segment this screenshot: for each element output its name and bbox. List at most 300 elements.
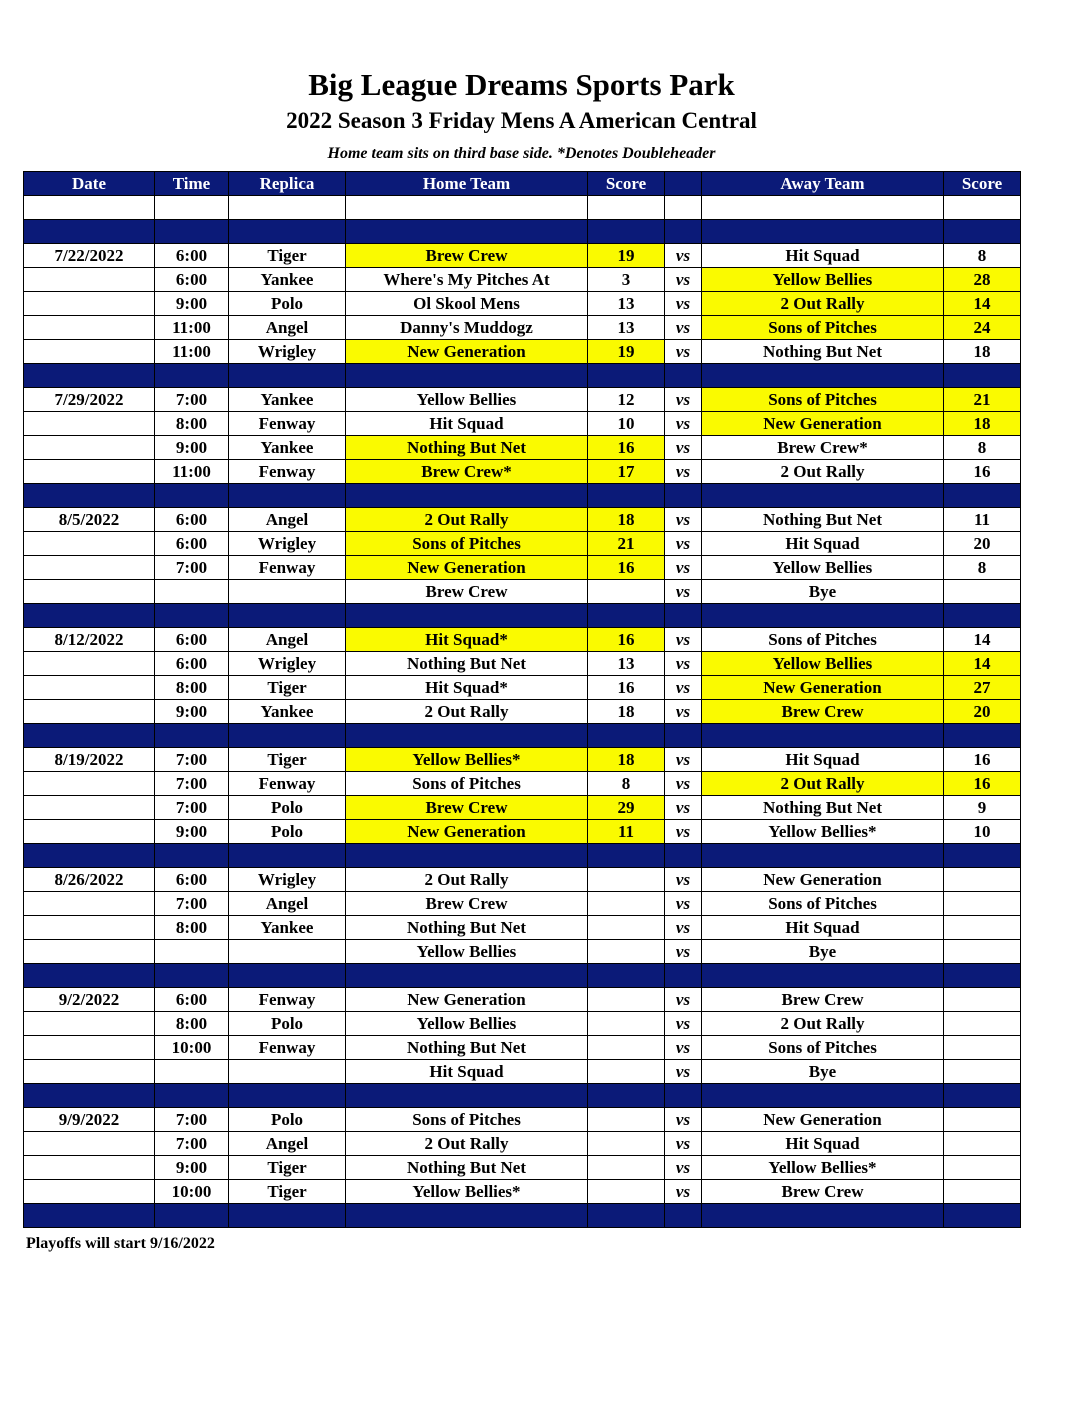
table-row	[24, 988, 1021, 1012]
away-team-cell: Yellow Bellies	[702, 652, 944, 676]
vs-cell: vs	[665, 820, 702, 844]
vs-cell: vs	[665, 1036, 702, 1060]
time-cell: 9:00	[155, 1156, 229, 1180]
col-header-home-team: Home Team	[346, 172, 588, 196]
home-team-cell: Hit Squad	[346, 1060, 588, 1084]
home-team-cell: Where's My Pitches At	[346, 268, 588, 292]
away-score-cell: 24	[944, 316, 1021, 340]
away-score-cell: 27	[944, 676, 1021, 700]
home-team-cell: Brew Crew*	[346, 460, 588, 484]
home-score-cell: 13	[588, 652, 665, 676]
table-row	[24, 1108, 1021, 1132]
replica-cell: Yankee	[229, 700, 346, 724]
home-team-cell: Sons of Pitches	[346, 1108, 588, 1132]
away-score-cell: 9	[944, 796, 1021, 820]
date-cell	[24, 556, 155, 580]
time-cell: 7:00	[155, 388, 229, 412]
time-cell: 6:00	[155, 244, 229, 268]
date-cell	[24, 652, 155, 676]
away-score-cell	[944, 1012, 1021, 1036]
vs-cell: vs	[665, 556, 702, 580]
replica-cell: Fenway	[229, 988, 346, 1012]
away-team-cell: 2 Out Rally	[702, 292, 944, 316]
home-score-cell: 18	[588, 700, 665, 724]
time-cell: 6:00	[155, 532, 229, 556]
date-cell: 7/29/2022	[24, 388, 155, 412]
col-header-home-score: Score	[588, 172, 665, 196]
replica-cell: Tiger	[229, 676, 346, 700]
away-score-cell: 8	[944, 436, 1021, 460]
date-cell: 8/19/2022	[24, 748, 155, 772]
vs-cell: vs	[665, 988, 702, 1012]
away-team-cell: Yellow Bellies*	[702, 1156, 944, 1180]
replica-cell: Wrigley	[229, 652, 346, 676]
home-team-cell: Yellow Bellies	[346, 388, 588, 412]
home-score-cell: 10	[588, 412, 665, 436]
date-cell	[24, 316, 155, 340]
vs-cell: vs	[665, 772, 702, 796]
away-score-cell	[944, 580, 1021, 604]
col-header-time: Time	[155, 172, 229, 196]
date-cell	[24, 460, 155, 484]
away-team-cell: Bye	[702, 580, 944, 604]
away-team-cell: Hit Squad	[702, 532, 944, 556]
home-team-cell: Ol Skool Mens	[346, 292, 588, 316]
away-team-cell: 2 Out Rally	[702, 772, 944, 796]
separator-row	[24, 484, 1021, 508]
page-title: Big League Dreams Sports Park	[308, 67, 735, 102]
vs-cell: vs	[665, 436, 702, 460]
date-cell	[24, 1036, 155, 1060]
away-team-cell: New Generation	[702, 412, 944, 436]
away-team-cell: Hit Squad	[702, 1132, 944, 1156]
replica-cell	[229, 1060, 346, 1084]
replica-cell: Angel	[229, 1132, 346, 1156]
time-cell: 8:00	[155, 676, 229, 700]
col-header-away-team: Away Team	[702, 172, 944, 196]
table-row	[24, 868, 1021, 892]
table-row	[24, 748, 1021, 772]
date-cell	[24, 820, 155, 844]
table-row	[24, 772, 1021, 796]
vs-cell: vs	[665, 1108, 702, 1132]
table-row	[24, 1180, 1021, 1204]
away-team-cell: Sons of Pitches	[702, 388, 944, 412]
table-row	[24, 268, 1021, 292]
table-row	[24, 1036, 1021, 1060]
time-cell: 10:00	[155, 1180, 229, 1204]
away-team-cell: Sons of Pitches	[702, 892, 944, 916]
home-team-cell: New Generation	[346, 820, 588, 844]
away-score-cell: 16	[944, 748, 1021, 772]
vs-cell: vs	[665, 652, 702, 676]
away-team-cell: Bye	[702, 1060, 944, 1084]
home-score-cell: 19	[588, 244, 665, 268]
away-score-cell	[944, 1036, 1021, 1060]
blank-row	[24, 196, 1021, 220]
away-team-cell: 2 Out Rally	[702, 460, 944, 484]
replica-cell: Polo	[229, 292, 346, 316]
home-team-cell: Nothing But Net	[346, 436, 588, 460]
separator-row	[24, 844, 1021, 868]
away-team-cell: New Generation	[702, 676, 944, 700]
time-cell: 7:00	[155, 796, 229, 820]
replica-cell: Polo	[229, 796, 346, 820]
home-score-cell	[588, 1108, 665, 1132]
replica-cell: Angel	[229, 508, 346, 532]
home-score-cell	[588, 1012, 665, 1036]
replica-cell: Angel	[229, 316, 346, 340]
table-row	[24, 292, 1021, 316]
replica-cell: Fenway	[229, 412, 346, 436]
time-cell: 8:00	[155, 916, 229, 940]
away-score-cell: 18	[944, 412, 1021, 436]
vs-cell: vs	[665, 1060, 702, 1084]
vs-cell: vs	[665, 316, 702, 340]
col-header-replica: Replica	[229, 172, 346, 196]
home-score-cell: 3	[588, 268, 665, 292]
time-cell: 9:00	[155, 436, 229, 460]
table-row	[24, 820, 1021, 844]
replica-cell: Wrigley	[229, 868, 346, 892]
vs-cell: vs	[665, 532, 702, 556]
replica-cell	[229, 940, 346, 964]
replica-cell: Polo	[229, 1012, 346, 1036]
schedule-note: Home team sits on third base side. *Denotes Doubleheader	[327, 145, 716, 162]
home-team-cell: Nothing But Net	[346, 1036, 588, 1060]
time-cell: 9:00	[155, 292, 229, 316]
playoffs-note: Playoffs will start 9/16/2022	[26, 1235, 215, 1252]
date-cell: 8/5/2022	[24, 508, 155, 532]
table-row	[24, 676, 1021, 700]
replica-cell: Yankee	[229, 268, 346, 292]
replica-cell: Tiger	[229, 748, 346, 772]
table-header-row	[24, 172, 1021, 196]
vs-cell: vs	[665, 700, 702, 724]
home-team-cell: Hit Squad*	[346, 676, 588, 700]
time-cell: 8:00	[155, 1012, 229, 1036]
separator-row	[24, 964, 1021, 988]
away-score-cell: 10	[944, 820, 1021, 844]
vs-cell: vs	[665, 796, 702, 820]
home-score-cell: 18	[588, 508, 665, 532]
home-score-cell: 12	[588, 388, 665, 412]
away-team-cell: Yellow Bellies	[702, 268, 944, 292]
date-cell	[24, 532, 155, 556]
replica-cell: Angel	[229, 628, 346, 652]
vs-cell: vs	[665, 892, 702, 916]
replica-cell: Wrigley	[229, 340, 346, 364]
vs-cell: vs	[665, 460, 702, 484]
vs-cell: vs	[665, 676, 702, 700]
date-cell	[24, 916, 155, 940]
date-cell	[24, 436, 155, 460]
table-row	[24, 700, 1021, 724]
table-row	[24, 532, 1021, 556]
time-cell: 6:00	[155, 268, 229, 292]
col-header-date: Date	[24, 172, 155, 196]
table-row	[24, 940, 1021, 964]
away-score-cell: 18	[944, 340, 1021, 364]
date-cell	[24, 772, 155, 796]
home-score-cell	[588, 1132, 665, 1156]
schedule-body	[24, 196, 1021, 1228]
home-team-cell: Nothing But Net	[346, 916, 588, 940]
away-score-cell: 20	[944, 532, 1021, 556]
home-score-cell	[588, 916, 665, 940]
table-row	[24, 436, 1021, 460]
home-team-cell: New Generation	[346, 988, 588, 1012]
date-cell: 8/26/2022	[24, 868, 155, 892]
home-team-cell: Nothing But Net	[346, 652, 588, 676]
time-cell: 7:00	[155, 748, 229, 772]
home-team-cell: Yellow Bellies*	[346, 1180, 588, 1204]
table-row	[24, 796, 1021, 820]
replica-cell: Yankee	[229, 436, 346, 460]
vs-cell: vs	[665, 508, 702, 532]
time-cell: 7:00	[155, 1132, 229, 1156]
home-team-cell: 2 Out Rally	[346, 1132, 588, 1156]
home-team-cell: Brew Crew	[346, 244, 588, 268]
vs-cell: vs	[665, 940, 702, 964]
away-score-cell: 21	[944, 388, 1021, 412]
away-score-cell	[944, 1156, 1021, 1180]
vs-cell: vs	[665, 388, 702, 412]
away-score-cell	[944, 988, 1021, 1012]
vs-cell: vs	[665, 1156, 702, 1180]
away-score-cell: 14	[944, 652, 1021, 676]
home-score-cell: 16	[588, 556, 665, 580]
time-cell: 9:00	[155, 700, 229, 724]
away-team-cell: Brew Crew	[702, 1180, 944, 1204]
time-cell: 11:00	[155, 316, 229, 340]
vs-cell: vs	[665, 268, 702, 292]
replica-cell: Polo	[229, 1108, 346, 1132]
home-score-cell	[588, 940, 665, 964]
away-score-cell	[944, 916, 1021, 940]
away-team-cell: Sons of Pitches	[702, 316, 944, 340]
away-score-cell	[944, 1060, 1021, 1084]
home-score-cell	[588, 868, 665, 892]
time-cell: 10:00	[155, 1036, 229, 1060]
away-score-cell	[944, 1108, 1021, 1132]
table-row	[24, 460, 1021, 484]
away-score-cell: 11	[944, 508, 1021, 532]
home-score-cell	[588, 988, 665, 1012]
away-score-cell: 20	[944, 700, 1021, 724]
away-team-cell: New Generation	[702, 1108, 944, 1132]
away-team-cell: Nothing But Net	[702, 796, 944, 820]
replica-cell: Tiger	[229, 244, 346, 268]
home-score-cell: 13	[588, 316, 665, 340]
replica-cell: Fenway	[229, 772, 346, 796]
away-score-cell	[944, 1132, 1021, 1156]
date-cell	[24, 1012, 155, 1036]
home-team-cell: Yellow Bellies*	[346, 748, 588, 772]
time-cell: 11:00	[155, 460, 229, 484]
home-score-cell: 13	[588, 292, 665, 316]
col-header-away-score: Score	[944, 172, 1021, 196]
table-row	[24, 316, 1021, 340]
date-cell	[24, 1156, 155, 1180]
home-score-cell	[588, 892, 665, 916]
home-score-cell: 8	[588, 772, 665, 796]
time-cell: 9:00	[155, 820, 229, 844]
replica-cell: Polo	[229, 820, 346, 844]
vs-cell: vs	[665, 748, 702, 772]
time-cell: 7:00	[155, 1108, 229, 1132]
away-team-cell: New Generation	[702, 868, 944, 892]
replica-cell: Fenway	[229, 1036, 346, 1060]
home-team-cell: Hit Squad*	[346, 628, 588, 652]
time-cell: 6:00	[155, 508, 229, 532]
table-row	[24, 1060, 1021, 1084]
time-cell: 7:00	[155, 892, 229, 916]
separator-row	[24, 604, 1021, 628]
home-score-cell: 17	[588, 460, 665, 484]
date-cell	[24, 340, 155, 364]
home-team-cell: Yellow Bellies	[346, 940, 588, 964]
away-team-cell: Brew Crew	[702, 988, 944, 1012]
col-header-vs	[665, 172, 702, 196]
replica-cell: Fenway	[229, 460, 346, 484]
vs-cell: vs	[665, 412, 702, 436]
away-score-cell: 8	[944, 244, 1021, 268]
away-team-cell: Brew Crew*	[702, 436, 944, 460]
away-score-cell: 8	[944, 556, 1021, 580]
away-team-cell: Sons of Pitches	[702, 628, 944, 652]
date-cell	[24, 412, 155, 436]
away-score-cell	[944, 1180, 1021, 1204]
table-row	[24, 580, 1021, 604]
home-score-cell	[588, 1060, 665, 1084]
away-team-cell: Yellow Bellies*	[702, 820, 944, 844]
replica-cell	[229, 580, 346, 604]
time-cell: 6:00	[155, 868, 229, 892]
away-score-cell	[944, 892, 1021, 916]
vs-cell: vs	[665, 916, 702, 940]
time-cell: 6:00	[155, 628, 229, 652]
home-score-cell: 16	[588, 436, 665, 460]
table-row	[24, 892, 1021, 916]
replica-cell: Tiger	[229, 1180, 346, 1204]
away-team-cell: Nothing But Net	[702, 508, 944, 532]
home-team-cell: 2 Out Rally	[346, 700, 588, 724]
time-cell: 11:00	[155, 340, 229, 364]
away-score-cell: 14	[944, 628, 1021, 652]
home-team-cell: Brew Crew	[346, 796, 588, 820]
table-row	[24, 1012, 1021, 1036]
date-cell	[24, 1060, 155, 1084]
table-row	[24, 916, 1021, 940]
table-row	[24, 556, 1021, 580]
date-cell	[24, 268, 155, 292]
home-team-cell: Nothing But Net	[346, 1156, 588, 1180]
date-cell: 8/12/2022	[24, 628, 155, 652]
vs-cell: vs	[665, 1012, 702, 1036]
away-team-cell: Brew Crew	[702, 700, 944, 724]
table-row	[24, 628, 1021, 652]
replica-cell: Yankee	[229, 916, 346, 940]
home-score-cell: 16	[588, 676, 665, 700]
away-team-cell: Bye	[702, 940, 944, 964]
home-team-cell: New Generation	[346, 556, 588, 580]
separator-row	[24, 1084, 1021, 1108]
away-team-cell: Yellow Bellies	[702, 556, 944, 580]
vs-cell: vs	[665, 292, 702, 316]
home-team-cell: Sons of Pitches	[346, 772, 588, 796]
away-team-cell: Hit Squad	[702, 916, 944, 940]
date-cell	[24, 1180, 155, 1204]
away-team-cell: 2 Out Rally	[702, 1012, 944, 1036]
date-cell	[24, 940, 155, 964]
replica-cell: Fenway	[229, 556, 346, 580]
away-score-cell	[944, 940, 1021, 964]
time-cell	[155, 580, 229, 604]
date-cell: 7/22/2022	[24, 244, 155, 268]
home-score-cell	[588, 1036, 665, 1060]
date-cell	[24, 796, 155, 820]
away-score-cell: 16	[944, 772, 1021, 796]
home-team-cell: Yellow Bellies	[346, 1012, 588, 1036]
home-score-cell: 18	[588, 748, 665, 772]
page-subtitle: 2022 Season 3 Friday Mens A American Central	[286, 108, 757, 133]
home-score-cell: 11	[588, 820, 665, 844]
replica-cell: Tiger	[229, 1156, 346, 1180]
table-row	[24, 508, 1021, 532]
replica-cell: Wrigley	[229, 532, 346, 556]
table-row	[24, 244, 1021, 268]
home-score-cell	[588, 1156, 665, 1180]
date-cell	[24, 676, 155, 700]
date-cell: 9/9/2022	[24, 1108, 155, 1132]
home-team-cell: Sons of Pitches	[346, 532, 588, 556]
away-score-cell: 16	[944, 460, 1021, 484]
vs-cell: vs	[665, 1180, 702, 1204]
replica-cell: Angel	[229, 892, 346, 916]
vs-cell: vs	[665, 628, 702, 652]
separator-row	[24, 364, 1021, 388]
home-team-cell: New Generation	[346, 340, 588, 364]
table-row	[24, 388, 1021, 412]
home-score-cell: 16	[588, 628, 665, 652]
separator-row	[24, 724, 1021, 748]
home-score-cell: 29	[588, 796, 665, 820]
vs-cell: vs	[665, 580, 702, 604]
time-cell: 7:00	[155, 556, 229, 580]
time-cell	[155, 1060, 229, 1084]
date-cell	[24, 892, 155, 916]
home-score-cell	[588, 1180, 665, 1204]
table-row	[24, 340, 1021, 364]
vs-cell: vs	[665, 1132, 702, 1156]
home-team-cell: Brew Crew	[346, 892, 588, 916]
separator-row	[24, 220, 1021, 244]
home-team-cell: Hit Squad	[346, 412, 588, 436]
time-cell: 6:00	[155, 988, 229, 1012]
vs-cell: vs	[665, 244, 702, 268]
table-row	[24, 1132, 1021, 1156]
away-team-cell: Sons of Pitches	[702, 1036, 944, 1060]
home-score-cell: 21	[588, 532, 665, 556]
schedule-table	[23, 171, 1021, 1228]
vs-cell: vs	[665, 868, 702, 892]
date-cell	[24, 700, 155, 724]
time-cell: 8:00	[155, 412, 229, 436]
home-score-cell	[588, 580, 665, 604]
home-team-cell: 2 Out Rally	[346, 868, 588, 892]
separator-row	[24, 1204, 1021, 1228]
